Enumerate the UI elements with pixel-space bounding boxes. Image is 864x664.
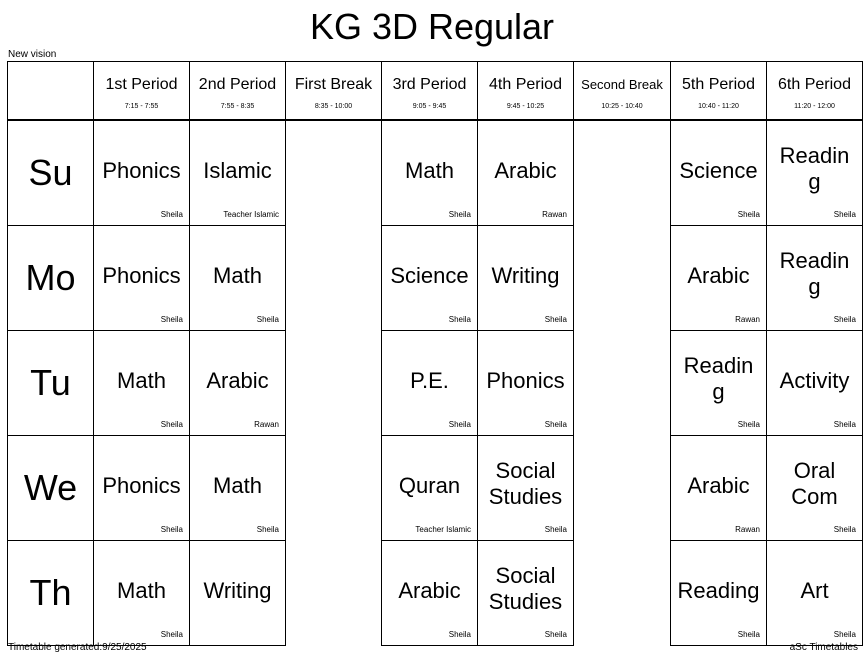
lesson-cell xyxy=(478,226,574,331)
lesson-cell xyxy=(382,226,478,331)
period-header: 3rd Period 9:05 - 9:45 xyxy=(382,62,478,121)
day-label: We xyxy=(8,436,94,541)
lesson-teacher: Sheila xyxy=(448,210,471,219)
lesson-teacher: Sheila xyxy=(160,315,183,324)
lesson-subject: Science xyxy=(679,157,758,183)
break-cell xyxy=(286,120,382,226)
break-header: First Break 8:35 - 10:00 xyxy=(286,62,382,121)
lesson-cell xyxy=(190,226,286,331)
lesson-teacher: Sheila xyxy=(544,420,567,429)
break-cell xyxy=(574,226,671,331)
lesson-subject: Arabic xyxy=(687,262,750,288)
lesson-cell xyxy=(767,541,863,646)
lesson-teacher: Sheila xyxy=(160,210,183,219)
day-row xyxy=(8,120,863,226)
lesson-subject: Math xyxy=(213,472,262,498)
day-label: Th xyxy=(8,541,94,646)
lesson-subject: Math xyxy=(213,262,262,288)
lesson-subject: Arabic xyxy=(398,577,461,603)
day-row xyxy=(8,436,863,541)
break-cell xyxy=(574,120,671,226)
lesson-subject: Math xyxy=(405,157,454,183)
lesson-cell xyxy=(94,541,190,646)
lesson-cell xyxy=(671,436,767,541)
lesson-cell xyxy=(94,331,190,436)
lesson-cell xyxy=(478,436,574,541)
period-header: 1st Period 7:15 - 7:55 xyxy=(94,62,190,121)
generated-date: Timetable generated:9/25/2025 xyxy=(8,642,147,653)
lesson-subject: Readin g xyxy=(779,247,850,299)
period-header: 4th Period 9:45 - 10:25 xyxy=(478,62,574,121)
school-name: New vision xyxy=(8,49,57,60)
break-cell xyxy=(574,541,671,646)
lesson-teacher: Sheila xyxy=(544,630,567,639)
break-header: Second Break 10:25 - 10:40 xyxy=(574,62,671,121)
lesson-cell xyxy=(767,120,863,226)
break-cell xyxy=(286,436,382,541)
lesson-teacher: Sheila xyxy=(448,630,471,639)
lesson-teacher: Rawan xyxy=(542,210,567,219)
lesson-teacher: Sheila xyxy=(833,630,856,639)
lesson-teacher: Sheila xyxy=(160,420,183,429)
lesson-teacher: Teacher Islamic xyxy=(223,210,279,219)
day-label: Su xyxy=(8,120,94,226)
period-header-row xyxy=(8,62,863,121)
day-row xyxy=(8,226,863,331)
lesson-subject: Islamic xyxy=(203,157,272,183)
brand-label: aSc Timetables xyxy=(789,642,858,653)
lesson-cell xyxy=(382,436,478,541)
lesson-subject: Activity xyxy=(779,367,850,393)
lesson-subject: Oral Com xyxy=(791,457,838,509)
lesson-subject: Phonics xyxy=(486,367,565,393)
lesson-teacher: Rawan xyxy=(254,420,279,429)
lesson-subject: Art xyxy=(800,577,829,603)
lesson-subject: Phonics xyxy=(102,262,181,288)
period-header: 5th Period 10:40 - 11:20 xyxy=(671,62,767,121)
lesson-subject: Arabic xyxy=(206,367,269,393)
lesson-subject: Social Studies xyxy=(488,562,563,614)
lesson-subject: Phonics xyxy=(102,472,181,498)
lesson-cell xyxy=(478,541,574,646)
lesson-subject: Social Studies xyxy=(488,457,563,509)
lesson-cell xyxy=(382,331,478,436)
lesson-cell xyxy=(382,541,478,646)
lesson-cell xyxy=(94,120,190,226)
lesson-subject: Arabic xyxy=(494,157,557,183)
lesson-subject: Readin g xyxy=(779,142,850,194)
lesson-teacher: Sheila xyxy=(833,525,856,534)
break-cell xyxy=(286,331,382,436)
lesson-subject: Reading xyxy=(677,577,760,603)
lesson-subject: Science xyxy=(390,262,469,288)
lesson-teacher: Sheila xyxy=(448,420,471,429)
lesson-teacher: Sheila xyxy=(737,210,760,219)
lesson-cell xyxy=(382,120,478,226)
corner-cell xyxy=(8,62,94,121)
lesson-teacher: Sheila xyxy=(544,525,567,534)
lesson-cell xyxy=(478,331,574,436)
timetable-grid xyxy=(7,61,863,646)
lesson-teacher: Teacher Islamic xyxy=(415,525,471,534)
lesson-teacher: Sheila xyxy=(833,210,856,219)
lesson-cell xyxy=(190,436,286,541)
lesson-cell xyxy=(478,120,574,226)
lesson-teacher: Rawan xyxy=(735,525,760,534)
lesson-teacher: Sheila xyxy=(256,315,279,324)
lesson-cell xyxy=(767,331,863,436)
lesson-teacher: Sheila xyxy=(737,630,760,639)
day-row xyxy=(8,331,863,436)
lesson-cell xyxy=(671,226,767,331)
lesson-subject: Math xyxy=(117,367,166,393)
lesson-cell xyxy=(767,436,863,541)
timetable-title: KG 3D Regular xyxy=(309,6,555,47)
lesson-subject: Arabic xyxy=(687,472,750,498)
lesson-teacher: Sheila xyxy=(160,525,183,534)
lesson-subject: Phonics xyxy=(102,157,181,183)
break-cell xyxy=(574,436,671,541)
period-header: 6th Period 11:20 - 12:00 xyxy=(767,62,863,121)
lesson-subject: Math xyxy=(117,577,166,603)
lesson-subject: Quran xyxy=(398,472,461,498)
lesson-teacher: Sheila xyxy=(160,630,183,639)
lesson-teacher: Sheila xyxy=(833,315,856,324)
lesson-cell xyxy=(671,331,767,436)
break-cell xyxy=(574,331,671,436)
break-cell xyxy=(286,226,382,331)
lesson-subject: P.E. xyxy=(410,367,449,393)
period-header: 2nd Period 7:55 - 8:35 xyxy=(190,62,286,121)
lesson-cell xyxy=(671,541,767,646)
lesson-cell xyxy=(94,226,190,331)
lesson-cell xyxy=(767,226,863,331)
lesson-teacher: Rawan xyxy=(735,315,760,324)
lesson-teacher: Sheila xyxy=(737,420,760,429)
lesson-teacher: Sheila xyxy=(833,420,856,429)
lesson-cell xyxy=(190,331,286,436)
day-label: Tu xyxy=(8,331,94,436)
lesson-teacher: Sheila xyxy=(448,315,471,324)
day-label: Mo xyxy=(8,226,94,331)
lesson-subject: Writing xyxy=(491,262,560,288)
break-cell xyxy=(286,541,382,646)
lesson-teacher: Sheila xyxy=(256,525,279,534)
day-row xyxy=(8,541,863,646)
lesson-teacher: Sheila xyxy=(544,315,567,324)
lesson-cell xyxy=(190,120,286,226)
lesson-subject: Writing xyxy=(203,577,272,603)
lesson-cell xyxy=(190,541,286,646)
lesson-cell xyxy=(94,436,190,541)
lesson-cell xyxy=(671,120,767,226)
lesson-subject: Readin g xyxy=(683,352,754,404)
